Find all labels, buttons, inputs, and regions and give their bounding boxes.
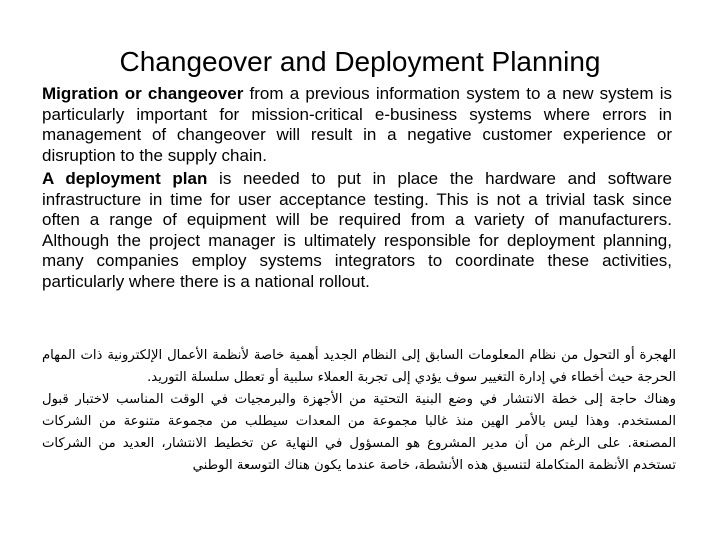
paragraph-lead: A deployment plan [42,169,208,188]
english-body [42,84,672,292]
arabic-paragraph-deployment: وهناك حاجة إلى خطة الانتشار في وضع البنية التحتية من الأجهزة والبرمجيات في الوقت المناسب لاختبار قبول المستخدم. وهذا ليس بالأمر الهين منذ غالبا مجموعة من المعدات سيطلب من مجموعة متنوعة من الشركات المصنعة. على الرغم من أن مدير المشروع هو المسؤول في النهاية عن تخطيط الانتشار، العديد من الشركات تستخدم الأنظمة المتكاملة لتنسيق هذه الأنشطة، خاصة عندما يكون هناك التوسعة الوطني [42,392,676,473]
paragraph-changeover [42,84,672,166]
paragraph-lead: Migration or changeover [42,84,244,103]
arabic-paragraph-changeover: الهجرة أو التحول من نظام المعلومات السابق إلى النظام الجديد أهمية خاصة لأنظمة الأعمال الإلكترونية ذات المهام الحرجة حيث أخطاء في إدارة التغيير سوف يؤدي إلى تجربة العملاء سلبية أو تعطل سلسلة التوريد. [42,348,676,385]
arabic-body [42,345,676,477]
paragraph-text: is needed to put in place the hardware and software infrastructure in time for user acceptance testing. This is not a trivial task since often a range of equipment will be required from a variety of manufacturers. Although the project manager is ultimately responsible for deployment planning, many companies employ systems integrators to coordinate these activities, particularly where there is a national rollout. [42,169,672,291]
paragraph-text: from a previous information system to a new system is particularly important for mission-critical e-business systems where errors in management of changeover will result in a negative customer experience or disruption to the supply chain. [42,84,672,165]
slide-title: Changeover and Deployment Planning [119,46,601,77]
paragraph-deployment [42,169,672,292]
